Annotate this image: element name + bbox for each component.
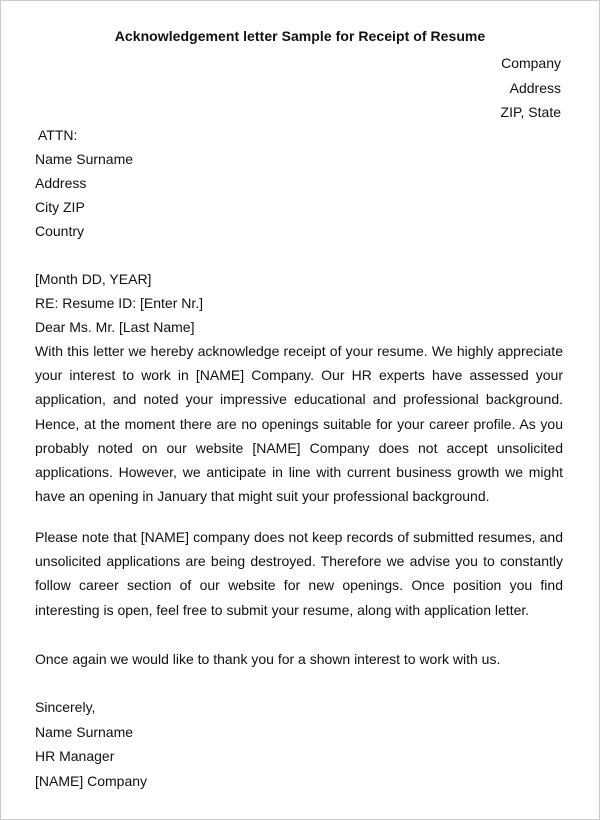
- sender-company: Company: [501, 55, 561, 71]
- paragraph-line: Once again we would like to thank you for a shown interest to work with us.: [35, 651, 501, 667]
- paragraph-line: probably noted on our website [NAME] Company does not accept unsolicited: [35, 439, 563, 456]
- paragraph-line: With this letter we hereby acknowledge receipt of your resume. We highly appreciate: [35, 343, 563, 359]
- recipient-country: Country: [35, 223, 85, 239]
- paragraph-line: Hence, at the moment there are no openings suitable for your career profile. As you: [35, 415, 563, 432]
- signer-position: HR Manager: [35, 748, 115, 764]
- paragraph-line: follow career section of our website for new openings. Once position you find: [35, 577, 563, 594]
- signer-name: Name Surname: [35, 723, 134, 740]
- valediction: Sincerely,: [35, 699, 96, 715]
- letter-salutation: Dear Ms. Mr. [Last Name]: [35, 319, 195, 335]
- recipient-city-zip: City ZIP: [35, 199, 85, 215]
- paragraph-line: applications. However, we anticipate in line with current business growth we might: [35, 464, 563, 481]
- sender-address: Address: [509, 79, 561, 96]
- body-paragraph-3: [35, 647, 563, 671]
- paragraph-line: have an opening in January that might suit your professional background.: [35, 488, 490, 505]
- attn-label: ATTN:: [38, 127, 78, 143]
- paragraph-line: your interest to work in [NAME] Company. Our HR experts have assessed your: [35, 367, 563, 384]
- document-title: Acknowledgement letter Sample for Receipt of Resume: [114, 28, 486, 44]
- recipient-address: Address: [35, 175, 87, 191]
- recipient-address-block: [35, 123, 133, 243]
- letter-reference: RE: Resume ID: [Enter Nr.]: [35, 295, 204, 311]
- paragraph-line: unsolicited applications are being destroyed. Therefore we advise you to constantly: [35, 553, 563, 570]
- body-paragraph-2: [35, 525, 563, 622]
- signer-company: [NAME] Company: [35, 772, 148, 789]
- sender-zip-state: ZIP, State: [500, 104, 561, 120]
- letter-date: [Month DD, YEAR]: [35, 271, 152, 287]
- paragraph-line: application, and noted your impressive educational and professional background.: [35, 391, 563, 408]
- body-paragraph-1: [35, 339, 563, 508]
- paragraph-line: interesting is open, feel free to submit your resume, along with application letter.: [35, 601, 530, 618]
- closing-block: [35, 695, 147, 793]
- paragraph-line: Please note that [NAME] company does not keep records of submitted resumes, and: [35, 529, 563, 545]
- sender-address-block: [501, 51, 561, 125]
- recipient-name: Name Surname: [35, 151, 134, 167]
- letter-meta-block: [35, 267, 203, 339]
